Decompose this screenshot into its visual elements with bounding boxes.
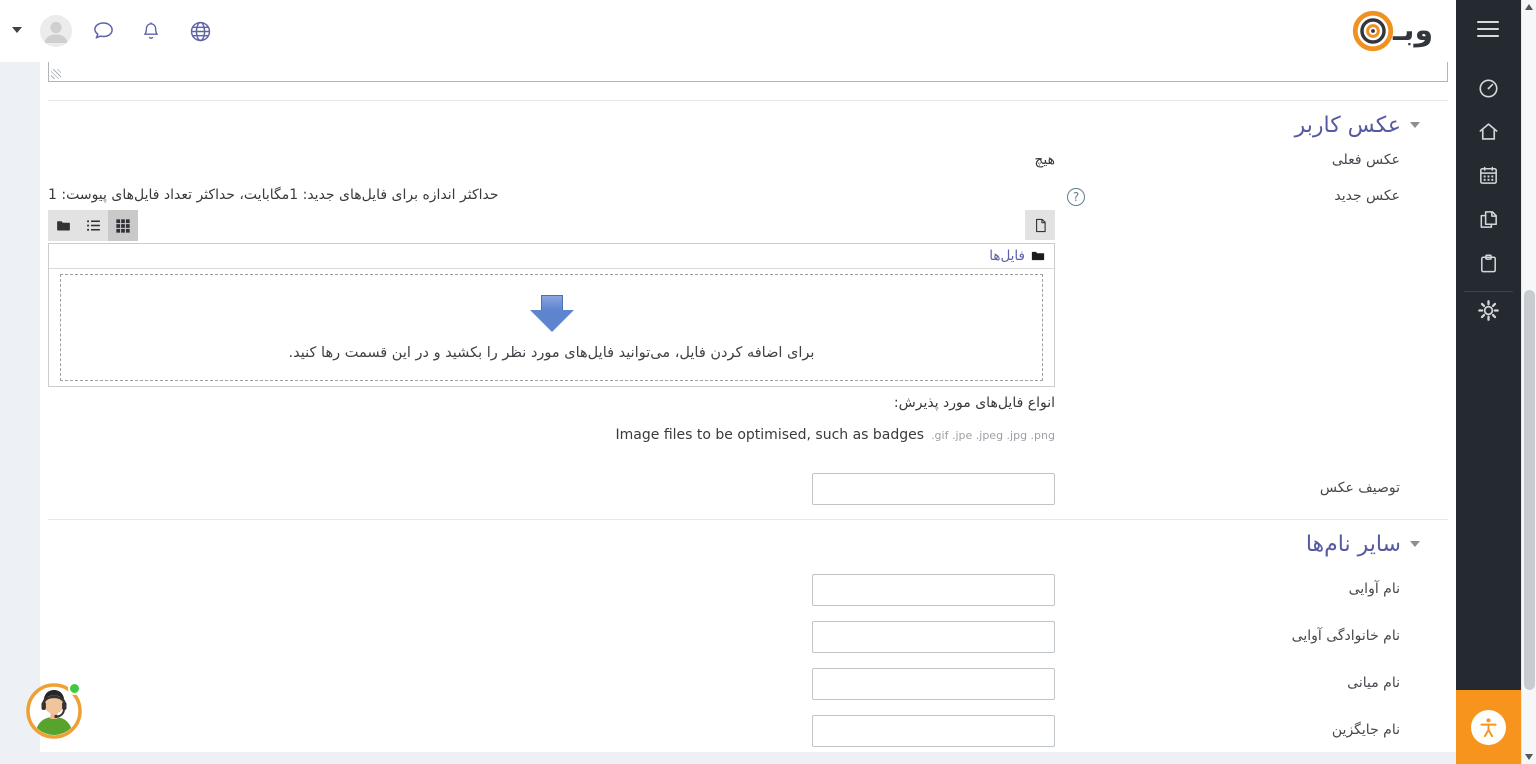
files-root-node[interactable]: فایل‌ها (989, 248, 1025, 264)
alternate-name-input[interactable] (812, 715, 1055, 747)
current-picture-label: عکس فعلی (1331, 152, 1400, 168)
current-picture-value: هیچ (1034, 152, 1055, 168)
dashboard-button[interactable] (1477, 77, 1500, 100)
calendar-icon (1477, 164, 1500, 187)
pages-button[interactable] (1477, 208, 1500, 231)
accessibility-button[interactable] (1456, 690, 1521, 764)
online-status-dot (68, 682, 81, 695)
support-chat-widget[interactable] (26, 683, 82, 739)
section-header-other-names[interactable] (40, 529, 1456, 559)
files-folder-icon (1031, 250, 1045, 262)
filemanager-pathbar (49, 244, 1054, 269)
phonetic-first-name-label: نام آوایی (1348, 581, 1400, 597)
accessibility-icon (1471, 710, 1506, 745)
scroll-down-arrow-icon[interactable] (1525, 754, 1533, 760)
page-scrollbar[interactable] (1521, 0, 1536, 764)
phonetic-last-name-row (40, 621, 1456, 653)
display-as-icons-button[interactable] (1025, 210, 1055, 240)
list-view-button[interactable] (78, 210, 108, 241)
document-icon (1032, 217, 1049, 234)
picture-description-input[interactable] (812, 473, 1055, 505)
accepted-types-line (48, 427, 1055, 443)
help-icon[interactable]: ? (1067, 188, 1085, 206)
accepted-types-label: انواع فایل‌های مورد پذیرش: (893, 395, 1055, 411)
middle-name-input[interactable] (812, 668, 1055, 700)
new-picture-row (40, 186, 1456, 443)
default-avatar-icon (40, 15, 72, 47)
picture-description-row (40, 473, 1456, 505)
home-icon (1477, 120, 1500, 143)
clipboard-button[interactable] (1477, 252, 1500, 275)
add-file-button[interactable] (48, 210, 78, 241)
bell-icon (140, 19, 162, 43)
filemanager (48, 243, 1055, 387)
section-title: سایر نام‌ها (1305, 531, 1401, 557)
grid-view-icon (115, 218, 131, 234)
drop-arrow-icon (530, 295, 574, 332)
filemanager-toolbar (48, 210, 1055, 241)
section-divider (48, 519, 1448, 520)
language-button[interactable] (188, 19, 213, 44)
scroll-up-arrow-icon[interactable] (1525, 4, 1533, 10)
logo-text: وبـ (1393, 13, 1434, 48)
calendar-button[interactable] (1477, 164, 1500, 187)
phonetic-first-name-input[interactable] (812, 574, 1055, 606)
description-textarea[interactable] (48, 62, 1448, 82)
phonetic-last-name-label: نام خانوادگی آوایی (1291, 628, 1400, 644)
profile-edit-form (40, 62, 1456, 752)
accepted-types-extensions: .gif .jpe .jpeg .jpg .png (931, 429, 1055, 442)
section-header-user-picture[interactable] (40, 110, 1456, 140)
dashboard-icon (1477, 77, 1500, 100)
phonetic-last-name-input[interactable] (812, 621, 1055, 653)
section-title: عکس کاربر (1294, 112, 1401, 138)
user-menu-caret-icon[interactable] (12, 27, 22, 33)
resize-grip-icon[interactable] (51, 69, 61, 79)
alternate-name-row (40, 715, 1456, 747)
clipboard-icon (1477, 252, 1500, 275)
section-divider (48, 100, 1448, 101)
alternate-name-label: نام جایگزین (1331, 722, 1400, 738)
site-logo[interactable] (1350, 7, 1433, 55)
side-rail (1456, 0, 1521, 764)
globe-icon (188, 19, 213, 44)
logo-spiral-icon (1350, 8, 1396, 54)
picture-description-label: توصیف عکس (1319, 480, 1400, 496)
grid-view-button[interactable] (108, 210, 138, 241)
collapse-caret-icon (1410, 122, 1420, 128)
middle-name-label: نام میانی (1347, 675, 1400, 691)
accepted-types-description: Image files to be optimised, such as badges (615, 427, 925, 443)
messages-button[interactable] (91, 19, 116, 43)
menu-button[interactable] (1477, 21, 1500, 37)
notifications-button[interactable] (140, 19, 162, 43)
collapse-caret-icon (1410, 541, 1420, 547)
dropzone-hint-text: برای اضافه کردن فایل، می‌توانید فایل‌های مورد نظر را بکشید و در این قسمت رها کنید. (288, 344, 815, 361)
list-view-icon (85, 217, 102, 234)
new-picture-label: عکس جدید (1334, 188, 1400, 204)
max-upload-size-text: حداکثر اندازه برای فایل‌های جدید: 1مگابایت، حداکثر تعداد فایل‌های پیوست: 1 (48, 187, 499, 203)
chat-bubble-icon (91, 19, 116, 43)
phonetic-first-name-row (40, 574, 1456, 606)
current-picture-row (40, 152, 1456, 168)
rail-divider (1464, 291, 1513, 292)
topbar (0, 0, 1456, 62)
middle-name-row (40, 668, 1456, 700)
file-dropzone[interactable] (60, 274, 1043, 381)
folder-icon (55, 217, 72, 234)
user-avatar[interactable] (40, 15, 72, 47)
home-button[interactable] (1477, 120, 1500, 143)
pages-icon (1477, 208, 1500, 231)
scrollbar-thumb[interactable] (1524, 290, 1535, 690)
settings-button[interactable] (1477, 299, 1500, 322)
gear-icon (1477, 299, 1500, 322)
